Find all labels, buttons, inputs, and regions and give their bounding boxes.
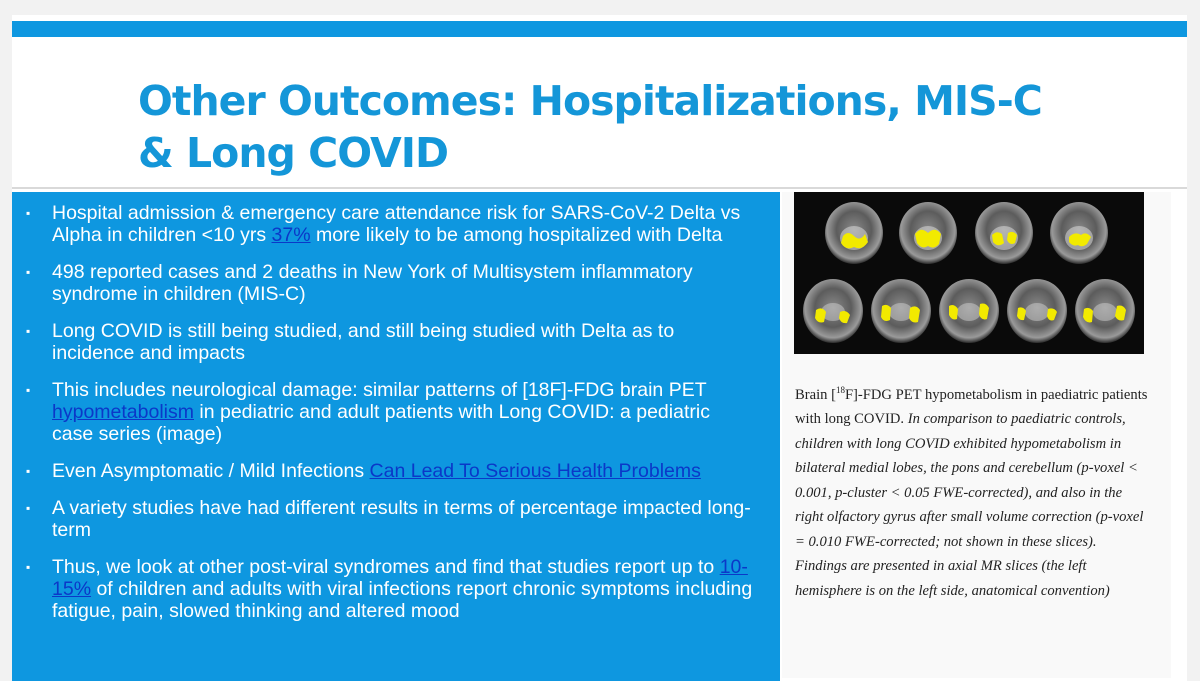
bullet-text: A variety studies have had different results in terms of percentage impacted long-term bbox=[52, 497, 751, 541]
bullet-text: Thus, we look at other post-viral syndromes and find that studies report up to bbox=[52, 556, 720, 578]
square-bullet-icon: ▪ bbox=[26, 206, 31, 220]
figure-panel bbox=[782, 192, 1171, 678]
bullet-item bbox=[12, 202, 780, 246]
square-bullet-icon: ▪ bbox=[26, 501, 31, 515]
bullet-text: 498 reported cases and 2 deaths in New York of Multisystem inflammatory syndrome in children (MIS-C) bbox=[52, 261, 693, 305]
bullet-item bbox=[12, 320, 780, 364]
bullet-link[interactable]: hypometabolism bbox=[52, 401, 194, 423]
caption-sup: 18 bbox=[835, 385, 845, 395]
bullet-item bbox=[12, 379, 780, 445]
brain-slices-top-row bbox=[825, 202, 1108, 264]
square-bullet-icon: ▪ bbox=[26, 383, 31, 397]
title-line-1: Other Outcomes: Hospitalizations, MIS-C bbox=[138, 77, 1042, 125]
bullet-text: Even Asymptomatic / Mild Infections bbox=[52, 460, 370, 482]
bullet-item bbox=[12, 261, 780, 305]
slide bbox=[12, 15, 1187, 681]
caption-lead-1: Brain [ bbox=[795, 386, 836, 403]
pet-scan-image bbox=[794, 192, 1144, 354]
bullet-item bbox=[12, 497, 780, 541]
bullet-text-after: of children and adults with viral infections report chronic symptoms including fatigue, pain, slowed thinking and altered mood bbox=[52, 578, 753, 622]
bullet-link[interactable]: Can Lead To Serious Health Problems bbox=[369, 460, 701, 482]
square-bullet-icon: ▪ bbox=[26, 560, 31, 574]
caption-italic: In comparison to paediatric controls, children with long COVID exhibited hypometabolism in bilateral medial lobes, the pons and cerebellum (p-voxel < 0.001, p-cluster < 0.05 FWE-corrected), and also in the right olfactory gyrus after small volume correction (p-voxel = 0.010 FWE-corrected; not shown in these slices). Findings are presented in axial MR slices (the left hemisphere is on the left side, anatomical convention) bbox=[795, 411, 1144, 599]
square-bullet-icon: ▪ bbox=[26, 324, 31, 338]
square-bullet-icon: ▪ bbox=[26, 265, 31, 279]
bullet-text: Long COVID is still being studied, and still being studied with Delta as to incidence and impacts bbox=[52, 320, 675, 364]
bullet-text: This includes neurological damage: similar patterns of [18F]-FDG brain PET bbox=[52, 379, 707, 401]
pet-scan-svg bbox=[794, 192, 1144, 354]
bullet-text-after: in pediatric and adult patients with Long COVID: a pediatric case series (image) bbox=[52, 401, 710, 445]
brain-slices-bottom-row bbox=[803, 279, 1135, 343]
title-divider bbox=[12, 187, 1187, 189]
title-line-2: & Long COVID bbox=[138, 129, 448, 177]
bullet-link[interactable]: 10-15% bbox=[52, 556, 748, 600]
figure-caption bbox=[795, 378, 1150, 603]
bullet-link[interactable]: 37% bbox=[271, 224, 311, 246]
accent-bar bbox=[12, 21, 1187, 37]
bullet-item bbox=[12, 460, 780, 482]
bullet-item bbox=[12, 556, 780, 622]
bullet-panel bbox=[12, 192, 780, 681]
square-bullet-icon: ▪ bbox=[26, 464, 31, 478]
bullet-list bbox=[12, 192, 780, 622]
caption-lead-2: F]-FDG PET hypometabolism in paediatric patients with long COVID. bbox=[795, 386, 1148, 428]
bullet-text: Hospital admission & emergency care attendance risk for SARS-CoV-2 Delta vs Alpha in children <10 yrs bbox=[52, 202, 741, 246]
slide-title bbox=[138, 75, 1058, 179]
bullet-text-after: more likely to be among hospitalized with Delta bbox=[310, 224, 723, 246]
